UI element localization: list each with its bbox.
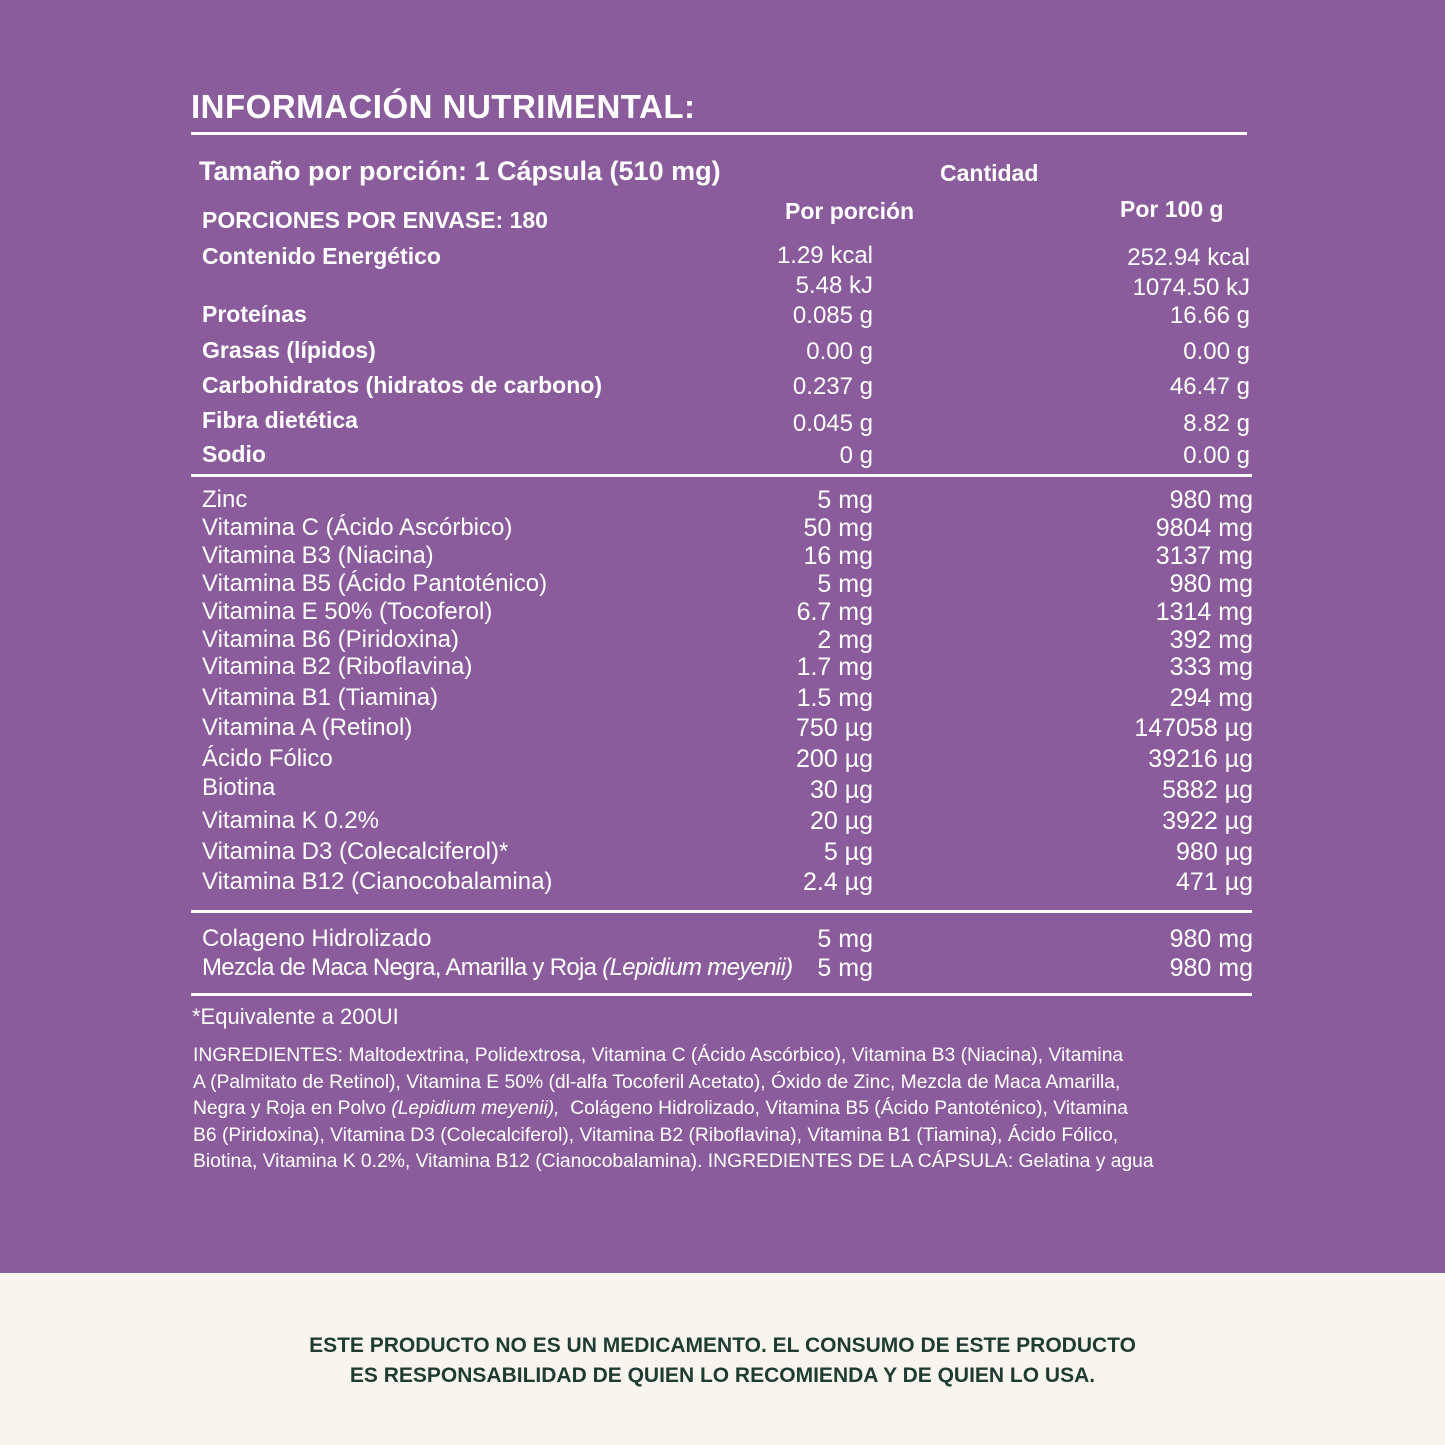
other-per-serving: 5 mg [817, 954, 873, 982]
nutrient-per-serving: 0 g [839, 442, 873, 469]
ingredients-line: Negra y Roja en Polvo (Lepidium meyenii), Colágeno Hidrolizado, Vitamina B5 (Ácido Pantoténico), Vitamina [193, 1098, 1128, 1119]
vitamin-per-serving: 5 mg [817, 570, 873, 598]
energy-name: Contenido Energético [202, 243, 441, 269]
vitamin-per-serving: 5 mg [817, 486, 873, 514]
vitamin-per-serving: 1.7 mg [796, 653, 873, 681]
nutrient-per-serving: 0.00 g [806, 338, 873, 365]
energy-per-serving-kj: 5.48 kJ [795, 272, 873, 299]
disclaimer-text [0, 1331, 1445, 1391]
nutrient-per-serving: 0.045 g [792, 410, 873, 437]
vitamin-per-serving: 6.7 mg [796, 598, 873, 626]
nutrient-per-100g: 8.82 g [1183, 410, 1250, 437]
footnote: *Equivalente a 200UI [192, 1004, 399, 1029]
ingredients-text [193, 1043, 1245, 1176]
nutrients-divider [191, 474, 1252, 477]
vitamin-per-serving: 5 µg [823, 838, 873, 866]
energy-per-serving-kcal: 1.29 kcal [776, 242, 873, 269]
vitamin-name: Vitamina K 0.2% [202, 807, 379, 834]
vitamin-per-serving: 50 mg [803, 514, 873, 542]
nutrient-per-100g: 16.66 g [1169, 302, 1250, 329]
vitamin-per-100g: 980 µg [1176, 838, 1253, 866]
vitamin-name: Vitamina D3 (Colecalciferol)* [202, 838, 509, 865]
vitamin-name: Vitamina B12 (Cianocobalamina) [202, 868, 553, 895]
other-per-100g: 980 mg [1169, 954, 1253, 982]
vitamin-name: Vitamina B1 (Tiamina) [202, 684, 439, 711]
nutrient-per-100g: 0.00 g [1183, 442, 1250, 469]
other-per-100g: 980 mg [1169, 925, 1253, 953]
vitamin-per-100g: 333 mg [1169, 653, 1253, 681]
vitamin-per-100g: 392 mg [1169, 626, 1253, 654]
vitamin-name: Vitamina B3 (Niacina) [202, 542, 434, 569]
vitamin-per-serving: 16 mg [803, 542, 873, 570]
vitamin-per-serving: 30 µg [809, 776, 873, 804]
vitamin-name: Vitamina C (Ácido Ascórbico) [202, 514, 513, 541]
energy-per-100g-kcal: 252.94 kcal [1127, 244, 1250, 271]
vitamin-per-100g: 3922 µg [1162, 807, 1253, 835]
vitamin-per-serving: 20 µg [809, 807, 873, 835]
vitamin-per-serving: 2.4 µg [802, 868, 873, 896]
vitamin-per-serving: 1.5 mg [796, 684, 873, 712]
vitamin-name: Vitamina B2 (Riboflavina) [202, 653, 473, 680]
other-per-serving: 5 mg [817, 925, 873, 953]
nutrient-name: Proteínas [202, 301, 307, 327]
vitamin-per-100g: 980 mg [1169, 570, 1253, 598]
nutrient-per-serving: 0.085 g [792, 302, 873, 329]
energy-per-100g-kj: 1074.50 kJ [1132, 274, 1250, 301]
vitamin-name: Ácido Fólico [202, 745, 333, 772]
vitamin-per-serving: 750 µg [796, 714, 873, 742]
vitamin-per-serving: 2 mg [817, 626, 873, 654]
servings-per-container: PORCIONES POR ENVASE: 180 [202, 207, 548, 233]
disclaimer-line: ES RESPONSABILIDAD DE QUIEN LO RECOMIENDA Y DE QUIEN LO USA. [349, 1364, 1096, 1387]
nutrient-name: Sodio [202, 441, 266, 467]
vitamin-name: Vitamina B6 (Piridoxina) [202, 626, 460, 653]
vitamin-per-100g: 147058 µg [1134, 714, 1253, 742]
nutrient-name: Grasas (lípidos) [202, 337, 376, 363]
vitamin-per-100g: 471 µg [1176, 868, 1253, 896]
vitamin-per-100g: 294 mg [1169, 684, 1253, 712]
vitamin-name: Biotina [202, 774, 276, 801]
vitamin-name: Vitamina E 50% (Tocoferol) [202, 598, 493, 625]
vitamin-per-100g: 3137 mg [1155, 542, 1253, 570]
other-name: Colageno Hidrolizado [202, 925, 432, 952]
ingredients-line: A (Palmitato de Retinol), Vitamina E 50% (dl-alfa Tocoferil Acetato), Óxido de Zinc, Mezcla de Maca Amarilla, [193, 1071, 1121, 1093]
vitamin-per-100g: 1314 mg [1155, 598, 1253, 626]
per-100g-header: Por 100 g [1120, 196, 1224, 222]
disclaimer-line: ESTE PRODUCTO NO ES UN MEDICAMENTO. EL CONSUMO DE ESTE PRODUCTO [309, 1334, 1136, 1357]
per-serving-header: Por porción [785, 198, 915, 224]
ingredients-line: B6 (Piridoxina), Vitamina D3 (Colecalciferol), Vitamina B2 (Riboflavina), Vitamina B1 (Tiamina), Ácido Fólico, [193, 1124, 1119, 1146]
vitamins-divider [191, 910, 1252, 913]
cantidad-header: Cantidad [940, 160, 1039, 186]
serving-size: Tamaño por porción: 1 Cápsula (510 mg) [199, 156, 721, 186]
other-name: Mezcla de Maca Negra, Amarilla y Roja (Lepidium meyenii) [202, 954, 793, 981]
nutrient-per-100g: 46.47 g [1169, 373, 1250, 400]
vitamin-per-100g: 39216 µg [1148, 745, 1253, 773]
vitamin-per-100g: 980 mg [1169, 486, 1253, 514]
nutrient-per-100g: 0.00 g [1183, 338, 1250, 365]
vitamin-per-100g: 9804 mg [1155, 514, 1253, 542]
ingredients-line: Biotina, Vitamina K 0.2%, Vitamina B12 (Cianocobalamina). INGREDIENTES DE LA CÁPSULA: Gelatina y agua [193, 1151, 1154, 1172]
vitamin-name: Vitamina A (Retinol) [202, 714, 413, 741]
vitamin-name: Zinc [202, 486, 248, 513]
vitamin-per-serving: 200 µg [796, 745, 873, 773]
nutrient-per-serving: 0.237 g [792, 373, 873, 400]
nutrient-name: Fibra dietética [202, 407, 358, 433]
vitamin-per-100g: 5882 µg [1162, 776, 1253, 804]
ingredients-line: INGREDIENTES: Maltodextrina, Polidextrosa, Vitamina C (Ácido Ascórbico), Vitamina B3 (Niacina), Vitamina [193, 1045, 1124, 1066]
title-divider [191, 132, 1247, 135]
vitamin-name: Vitamina B5 (Ácido Pantoténico) [202, 570, 548, 597]
others-divider [191, 993, 1252, 996]
label-title: INFORMACIÓN NUTRIMENTAL: [191, 88, 696, 125]
nutrient-name: Carbohidratos (hidratos de carbono) [202, 372, 602, 398]
